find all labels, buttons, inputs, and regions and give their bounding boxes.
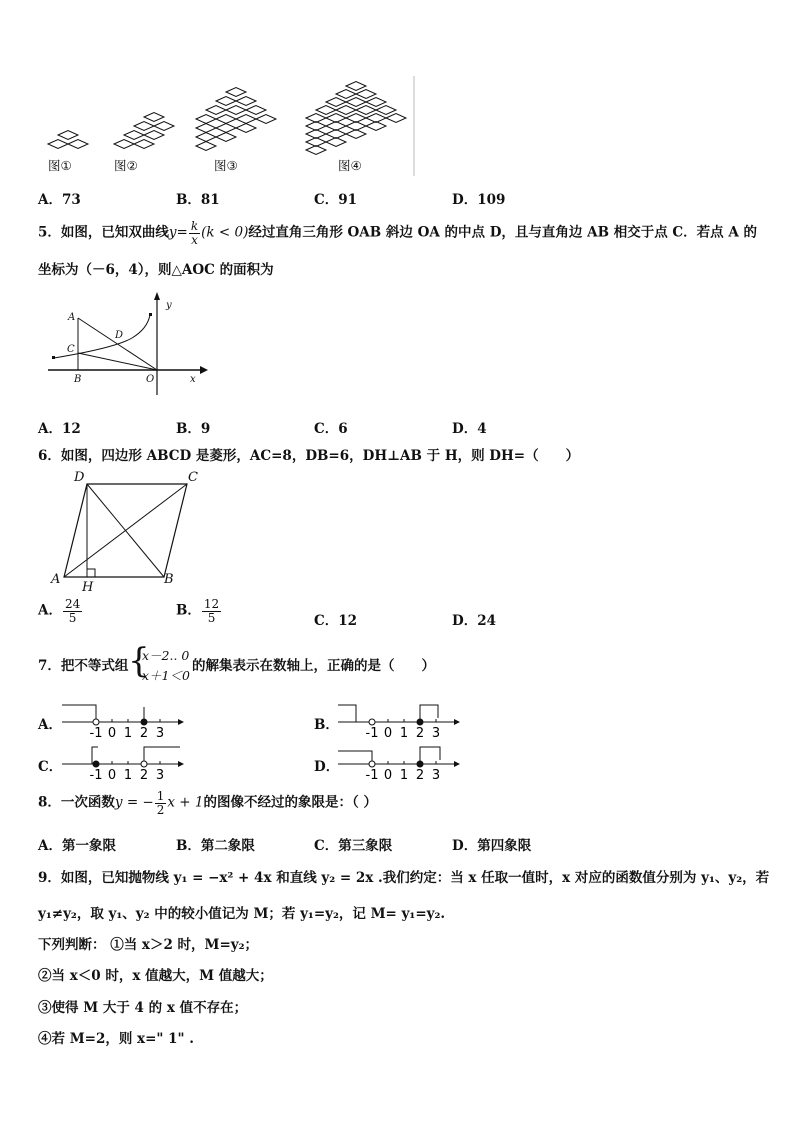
open-point [369,719,375,725]
rhombus-13 [216,133,236,142]
q6-rhombus-svg [44,470,214,596]
axis-tick-label: 2 [139,768,149,783]
q4-figure-label-4: 图④ [338,158,362,173]
q4-figure-label-1: 图① [48,158,72,173]
q7-option-c-letter: C． [38,759,63,775]
q4-option-d: D．109 [452,192,506,208]
q6-option-a-fraction [63,598,82,624]
q5-label-x: x [190,374,196,385]
solution-ray-right [420,705,438,722]
q8-formula-num: 1 [156,789,165,803]
rhombus-4 [114,140,134,149]
rhombus-16 [236,124,256,133]
q5-option-b: B．9 [176,421,211,437]
q9-stem-line1 [38,870,769,886]
q6-option-b-letter: B． [176,602,201,619]
q5-formula-cond: (k < 0) [201,224,249,241]
axis-arrow [178,719,184,725]
rhombus-12 [196,133,216,142]
axis-arrow [454,719,460,725]
q8-formula-b: x + 1 [167,794,204,811]
open-point [369,761,375,767]
q8-option-a: A．第一象限 [38,838,116,854]
q8-option-c: C．第三象限 [314,838,393,854]
rhombus-20 [256,115,276,124]
q4-figure-label-2: 图② [114,158,138,173]
axis-tick-label: 3 [431,726,441,741]
axis-tick-label: 2 [415,768,425,783]
q6-option-b-den: 5 [207,610,216,625]
rhombus-9 [144,113,164,122]
axis-arrow [454,761,460,767]
q7-text-b: 的解集表示在数轴上，正确的是（ ） [192,658,435,674]
axis-tick-label: 3 [155,726,165,741]
q5-formula-y: y [168,224,177,241]
q6-option-b [176,598,222,624]
rhombus-15 [216,124,236,133]
q7-ineq-1: x－2.. 0 [142,648,190,663]
q6-option-b-num: 12 [203,597,220,611]
q9-line5: ③使得 M 大于 4 的 x 值不存在； [38,1000,248,1016]
q5-text-a: 如图，已知双曲线 [60,224,169,241]
q7-ineq-2: x＋1＜0 [142,668,190,683]
q7-number: 7． [38,658,61,674]
q5-option-c: C．6 [314,421,348,437]
q5-label-o: O [146,374,155,385]
rhombus-43 [336,106,356,115]
rhombus-17 [196,115,216,124]
q6-rhombus-figure [44,470,214,596]
rhombus-48 [366,98,386,107]
q6-label-a: A [51,572,61,587]
rhombus-6 [134,140,154,149]
q8-text-b: 的图像不经过的象限是：（ ） [203,794,377,811]
q6-option-a-letter: A． [38,602,62,619]
q7-text-a: 把不等式组 [60,658,129,674]
q5-y-arrow [154,292,160,300]
rhombus-21 [206,106,226,115]
q7-option-d-numberline [336,744,466,790]
rhombus-46 [326,98,346,107]
q6-option-c: C．12 [314,613,358,629]
solution-ray-left [338,705,356,722]
q6-option-a-num: 24 [64,597,81,611]
closed-point [141,719,147,725]
q8-formula-fraction [155,790,167,816]
q5-hyperbola-end-right [149,313,152,316]
rhombus-10 [154,122,174,131]
rhombus-5 [124,131,144,140]
q4-option-a: A．73 [38,192,81,208]
rhombus-8 [144,131,164,140]
q4-pattern-figure [36,76,416,178]
rhombus-47 [346,98,366,107]
q5-segment-oc [78,353,157,370]
axis-tick-label: -1 [365,726,379,741]
q6-stem [38,448,579,464]
solution-ray-left [338,751,372,764]
q8-option-d: D．第四象限 [452,838,532,854]
rhombus-18 [216,115,236,124]
q5-hyperbola-end-left [52,356,55,359]
axis-arrow [178,761,184,767]
q5-graph-svg [40,290,210,398]
rhombus-26 [226,88,246,97]
closed-point [93,761,99,767]
q6-label-h: H [82,580,94,595]
q5-x-arrow [200,366,208,374]
rhombus-14 [196,124,216,133]
q8-formula-a: y = − [114,794,154,811]
q7-option-c-numberline [60,744,190,790]
q8-number: 8． [38,794,61,811]
rhombus-51 [346,82,366,91]
q6-right-angle-mark [87,569,95,577]
q6-option-a [38,598,83,624]
solution-ray-right [144,747,180,764]
closed-point [417,761,423,767]
solution-ray-right [420,747,440,764]
rhombus-3 [68,140,88,149]
axis-tick-label: 0 [383,726,393,741]
q4-option-c: C．91 [314,192,358,208]
axis-tick-label: 2 [139,726,149,741]
q9-line6: ④若 M=2，则 x=" 1" . [38,1031,194,1047]
q7-stem [38,658,128,674]
q6-option-d: D．24 [452,613,496,629]
q6-diagonal-db [87,484,164,577]
q5-label-b: B [74,374,82,385]
rhombus-19 [236,115,256,124]
rhombus-25 [236,97,256,106]
axis-tick-label: -1 [89,726,103,741]
axis-tick-label: -1 [365,768,379,783]
rhombus-23 [246,106,266,115]
solution-ray-left [62,705,96,722]
q9-line4: ②当 x＜0 时，x 值越大，M 值越大； [38,968,273,984]
axis-tick-label: -1 [89,768,103,783]
q6-text: 如图，四边形 ABCD 是菱形，AC=8，DB=6，DH⊥AB 于 H，则 DH=（ ） [60,448,580,464]
q8-option-b: B．第二象限 [176,838,255,854]
open-point [141,761,147,767]
rhombus-1 [48,140,68,149]
q9-line1: 如图，已知抛物线 y₁ = −x² + 4x 和直线 y₂ = 2x .我们约定：当 x 任取一值时，x 对应的函数值分别为 y₁、y₂，若 [60,870,770,886]
q5-formula-num: k [190,219,199,233]
q5-stem-line2: 坐标为（－6，4），则△AOC 的面积为 [38,262,274,278]
axis-tick-label: 0 [383,768,393,783]
q5-label-y: y [166,300,172,311]
q5-label-d: D [115,330,124,341]
q9-line3: 下列判断： ①当 x＞2 时，M=y₂； [38,937,259,953]
q8-text-a: 一次函数 [60,794,115,811]
rhombus-2 [58,131,78,140]
rhombus-7 [134,122,154,131]
axis-tick-label: 3 [155,768,165,783]
axis-tick-label: 0 [107,726,117,741]
q5-label-c: C [67,344,75,355]
q7-brace: { [128,641,150,681]
q6-label-c: C [188,470,198,485]
q8-stem [38,790,377,816]
q5-label-a: A [68,312,76,323]
axis-tick-label: 1 [123,726,133,741]
q8-formula-den: 2 [156,802,165,817]
rhombus-44 [356,106,376,115]
q5-formula-eq: = [176,224,188,241]
q6-option-b-fraction [202,598,221,624]
q6-label-b: B [164,572,174,587]
axis-tick-label: 1 [399,726,409,741]
rhombus-22 [226,106,246,115]
q4-figure-label-3: 图③ [214,158,238,173]
open-point [93,719,99,725]
closed-point [417,719,423,725]
rhombus-11 [196,142,216,151]
q5-stem-line1 [38,220,757,246]
rhombus-45 [376,106,396,115]
q5-formula-fraction [189,220,200,246]
q7-option-b-numberline [336,702,466,748]
q6-option-a-den: 5 [68,610,77,625]
rhombus-42 [316,106,336,115]
q5-number: 5． [38,224,61,241]
q5-text-b: 经过直角三角形 OAB 斜边 OA 的中点 D，且与直角边 AB 相交于点 C．若点 A 的 [248,224,758,241]
rhombus-24 [216,97,236,106]
q7-option-b-letter: B． [314,717,339,733]
axis-tick-label: 1 [123,768,133,783]
q9-line2: y₁≠y₂，取 y₁、y₂ 中的较小值记为 M；若 y₁=y₂，记 M= y₁=y₂. [38,906,446,922]
q5-option-d: D．4 [452,421,487,437]
axis-tick-label: 3 [431,768,441,783]
axis-tick-label: 1 [399,768,409,783]
rhombus-50 [356,90,376,99]
q4-option-b: B．81 [176,192,220,208]
q5-formula-den: x [191,232,198,247]
q6-label-d: D [74,470,85,485]
rhombus-41 [386,114,406,123]
q5-option-a: A．12 [38,421,81,437]
rhombus-49 [336,90,356,99]
axis-tick-label: 0 [107,768,117,783]
q7-option-a-numberline [60,702,190,748]
q6-number: 6． [38,448,61,464]
q7-option-a-letter: A． [38,717,62,733]
q5-graph [40,290,210,398]
q7-option-d-letter: D． [314,759,340,775]
axis-tick-label: 2 [415,726,425,741]
q9-number: 9． [38,870,61,886]
